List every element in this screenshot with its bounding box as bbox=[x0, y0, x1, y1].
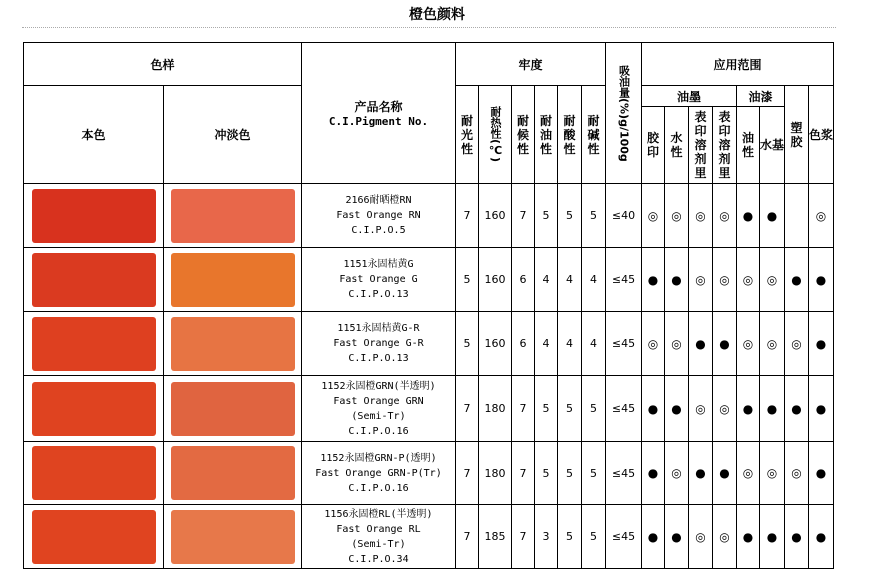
application-mark: ◎ bbox=[713, 184, 737, 248]
header-application: 应用范围 bbox=[642, 43, 834, 86]
acid-value: 5 bbox=[558, 442, 582, 505]
header-alkali: 耐碱性 bbox=[582, 86, 606, 184]
application-mark: ● bbox=[642, 248, 665, 312]
application-mark: ● bbox=[737, 505, 760, 569]
application-mark: ◎ bbox=[689, 376, 713, 442]
full-shade-swatch-cell bbox=[24, 505, 164, 569]
product-name-line: Fast Orange G bbox=[339, 274, 418, 285]
table-row bbox=[24, 376, 834, 442]
product-name-line: C.I.P.O.16 bbox=[348, 482, 409, 494]
header-light: 耐光性 bbox=[456, 86, 479, 184]
light-value: 5 bbox=[456, 312, 479, 376]
application-mark: ● bbox=[760, 505, 785, 569]
heat-value: 180 bbox=[479, 376, 512, 442]
product-name-cell bbox=[302, 376, 456, 442]
product-name-line: (Semi-Tr) bbox=[351, 538, 406, 550]
oil-absorption-value: ≤45 bbox=[606, 248, 642, 312]
full-shade-swatch-cell bbox=[24, 184, 164, 248]
header-water-paint: 水基 bbox=[760, 107, 785, 184]
application-mark: ● bbox=[809, 376, 834, 442]
application-mark: ● bbox=[665, 505, 689, 569]
table-row bbox=[24, 248, 834, 312]
product-name-cell bbox=[302, 248, 456, 312]
tint-swatch-cell bbox=[164, 312, 302, 376]
full-shade-swatch bbox=[32, 189, 156, 243]
product-name-line: 1152永固橙GRN-P(透明) bbox=[320, 452, 437, 464]
tint-swatch-cell bbox=[164, 376, 302, 442]
product-name-line: (Semi-Tr) bbox=[351, 410, 406, 422]
application-mark: ● bbox=[809, 312, 834, 376]
application-mark: ● bbox=[737, 184, 760, 248]
header-product-name bbox=[302, 43, 456, 184]
header-product-name-cn: 产品名称 bbox=[354, 100, 403, 114]
header-heat-cell bbox=[479, 86, 512, 184]
product-name-line: C.I.P.O.34 bbox=[348, 553, 409, 565]
full-shade-swatch bbox=[32, 253, 156, 307]
header-ci-no: C.I.Pigment No. bbox=[328, 115, 429, 128]
header-oil: 耐油性 bbox=[535, 86, 558, 184]
oil-value: 5 bbox=[535, 376, 558, 442]
acid-value: 4 bbox=[558, 248, 582, 312]
oil-absorption-value: ≤45 bbox=[606, 376, 642, 442]
heat-value: 160 bbox=[479, 184, 512, 248]
header-fastness: 牢度 bbox=[456, 43, 606, 86]
header-oil-absorption: 吸油量(%)g/100g bbox=[617, 64, 631, 162]
heat-value: 160 bbox=[479, 312, 512, 376]
header-heat: 耐热性(℃) bbox=[489, 106, 502, 163]
header-tint: 冲淡色 bbox=[164, 86, 302, 184]
application-mark: ◎ bbox=[737, 248, 760, 312]
full-shade-swatch bbox=[32, 446, 156, 500]
page-title: 橙色颜料 bbox=[409, 7, 465, 23]
tint-swatch bbox=[171, 382, 295, 436]
application-mark: ● bbox=[760, 376, 785, 442]
acid-value: 5 bbox=[558, 184, 582, 248]
header-oil-absorption-cell bbox=[606, 43, 642, 184]
product-name-line: 1151永固桔黄G-R bbox=[337, 323, 420, 334]
header-ink: 油墨 bbox=[642, 86, 737, 107]
header-swatch-group: 色样 bbox=[24, 43, 302, 86]
application-mark: ● bbox=[760, 184, 785, 248]
weather-value: 6 bbox=[512, 312, 535, 376]
application-mark: ● bbox=[689, 442, 713, 505]
application-mark: ● bbox=[665, 376, 689, 442]
application-mark: ◎ bbox=[737, 442, 760, 505]
full-shade-swatch bbox=[32, 317, 156, 371]
tint-swatch-cell bbox=[164, 184, 302, 248]
oil-value: 3 bbox=[535, 505, 558, 569]
application-mark: ● bbox=[642, 376, 665, 442]
weather-value: 7 bbox=[512, 184, 535, 248]
acid-value: 4 bbox=[558, 312, 582, 376]
oil-absorption-value: ≤45 bbox=[606, 312, 642, 376]
header-offset: 胶印 bbox=[642, 107, 665, 184]
product-name-line: 1156永固橙RL(半透明) bbox=[324, 508, 433, 520]
product-name-line: 1151永固桔黄G bbox=[343, 259, 414, 270]
tint-swatch bbox=[171, 253, 295, 307]
header-plastic: 塑胶 bbox=[785, 86, 809, 184]
full-shade-swatch-cell bbox=[24, 376, 164, 442]
application-mark: ● bbox=[642, 505, 665, 569]
product-name-line: Fast Orange RN bbox=[336, 210, 421, 221]
application-mark: ● bbox=[665, 248, 689, 312]
application-mark: ◎ bbox=[665, 442, 689, 505]
full-shade-swatch bbox=[32, 510, 156, 564]
product-name-line: Fast Orange GRN bbox=[333, 395, 424, 407]
light-value: 7 bbox=[456, 376, 479, 442]
application-mark: ● bbox=[642, 442, 665, 505]
alkali-value: 5 bbox=[582, 442, 606, 505]
header-paint: 油漆 bbox=[737, 86, 785, 107]
application-mark: ● bbox=[809, 505, 834, 569]
full-shade-swatch-cell bbox=[24, 442, 164, 505]
title-divider bbox=[22, 27, 836, 28]
tint-swatch bbox=[171, 446, 295, 500]
product-name-line: C.I.P.O.13 bbox=[348, 289, 409, 300]
tint-swatch-cell bbox=[164, 442, 302, 505]
oil-absorption-value: ≤40 bbox=[606, 184, 642, 248]
oil-value: 4 bbox=[535, 312, 558, 376]
application-mark: ◎ bbox=[689, 505, 713, 569]
light-value: 7 bbox=[456, 442, 479, 505]
application-mark: ◎ bbox=[785, 442, 809, 505]
heat-value: 180 bbox=[479, 442, 512, 505]
application-mark: ◎ bbox=[689, 248, 713, 312]
application-mark: ● bbox=[785, 376, 809, 442]
table-row bbox=[24, 184, 834, 248]
application-mark: ◎ bbox=[642, 312, 665, 376]
weather-value: 6 bbox=[512, 248, 535, 312]
tint-swatch-cell bbox=[164, 248, 302, 312]
weather-value: 7 bbox=[512, 376, 535, 442]
product-name-cell bbox=[302, 312, 456, 376]
product-name-line: C.I.P.O.13 bbox=[348, 353, 409, 364]
tint-swatch bbox=[171, 189, 295, 243]
header-weather: 耐候性 bbox=[512, 86, 535, 184]
alkali-value: 5 bbox=[582, 376, 606, 442]
tint-swatch bbox=[171, 510, 295, 564]
application-mark: ◎ bbox=[760, 312, 785, 376]
product-name-line: C.I.P.O.5 bbox=[351, 225, 406, 236]
application-mark: ● bbox=[809, 248, 834, 312]
product-name-line: Fast Orange RL bbox=[336, 523, 421, 535]
oil-value: 5 bbox=[535, 442, 558, 505]
oil-value: 4 bbox=[535, 248, 558, 312]
application-mark: ◎ bbox=[665, 184, 689, 248]
tint-swatch bbox=[171, 317, 295, 371]
application-mark: ◎ bbox=[785, 312, 809, 376]
application-mark: ◎ bbox=[713, 505, 737, 569]
heat-value: 160 bbox=[479, 248, 512, 312]
table-row bbox=[24, 312, 834, 376]
application-mark: ● bbox=[785, 505, 809, 569]
alkali-value: 5 bbox=[582, 505, 606, 569]
application-mark: ● bbox=[785, 248, 809, 312]
table-row bbox=[24, 442, 834, 505]
alkali-value: 5 bbox=[582, 184, 606, 248]
oil-absorption-value: ≤45 bbox=[606, 442, 642, 505]
table-row bbox=[24, 505, 834, 569]
product-name-cell bbox=[302, 184, 456, 248]
application-mark: ◎ bbox=[760, 248, 785, 312]
heat-value: 185 bbox=[479, 505, 512, 569]
header-paste: 色浆 bbox=[809, 86, 834, 184]
acid-value: 5 bbox=[558, 505, 582, 569]
light-value: 7 bbox=[456, 184, 479, 248]
weather-value: 7 bbox=[512, 505, 535, 569]
application-mark: ◎ bbox=[642, 184, 665, 248]
application-mark: ● bbox=[713, 312, 737, 376]
light-value: 5 bbox=[456, 248, 479, 312]
acid-value: 5 bbox=[558, 376, 582, 442]
application-mark: ◎ bbox=[809, 184, 834, 248]
product-name-cell bbox=[302, 505, 456, 569]
pigment-rows bbox=[24, 184, 834, 569]
full-shade-swatch bbox=[32, 382, 156, 436]
weather-value: 7 bbox=[512, 442, 535, 505]
application-mark bbox=[785, 184, 809, 248]
application-mark: ● bbox=[713, 442, 737, 505]
application-mark: ◎ bbox=[713, 376, 737, 442]
product-name-line: C.I.P.O.16 bbox=[348, 425, 409, 437]
light-value: 7 bbox=[456, 505, 479, 569]
application-mark: ◎ bbox=[713, 248, 737, 312]
product-name-cell bbox=[302, 442, 456, 505]
header-water-ink: 水性 bbox=[665, 107, 689, 184]
alkali-value: 4 bbox=[582, 248, 606, 312]
application-mark: ● bbox=[689, 312, 713, 376]
full-shade-swatch-cell bbox=[24, 312, 164, 376]
header-surface-solvent: 表印溶剂里 bbox=[689, 107, 713, 184]
application-mark: ◎ bbox=[737, 312, 760, 376]
product-name-line: 1152永固橙GRN(半透明) bbox=[321, 380, 436, 392]
product-name-line: Fast Orange GRN-P(Tr) bbox=[315, 467, 442, 479]
oil-absorption-value: ≤45 bbox=[606, 505, 642, 569]
full-shade-swatch-cell bbox=[24, 248, 164, 312]
tint-swatch-cell bbox=[164, 505, 302, 569]
header-oil-paint: 油性 bbox=[737, 107, 760, 184]
header-inner-solvent: 表印溶剂里 bbox=[713, 107, 737, 184]
header-full-shade: 本色 bbox=[24, 86, 164, 184]
application-mark: ◎ bbox=[760, 442, 785, 505]
alkali-value: 4 bbox=[582, 312, 606, 376]
application-mark: ◎ bbox=[665, 312, 689, 376]
header-acid: 耐酸性 bbox=[558, 86, 582, 184]
application-mark: ◎ bbox=[689, 184, 713, 248]
pigment-table bbox=[23, 42, 834, 569]
oil-value: 5 bbox=[535, 184, 558, 248]
product-name-line: Fast Orange G-R bbox=[333, 338, 424, 349]
application-mark: ● bbox=[809, 442, 834, 505]
application-mark: ● bbox=[737, 376, 760, 442]
product-name-line: 2166耐晒橙RN bbox=[345, 195, 412, 206]
